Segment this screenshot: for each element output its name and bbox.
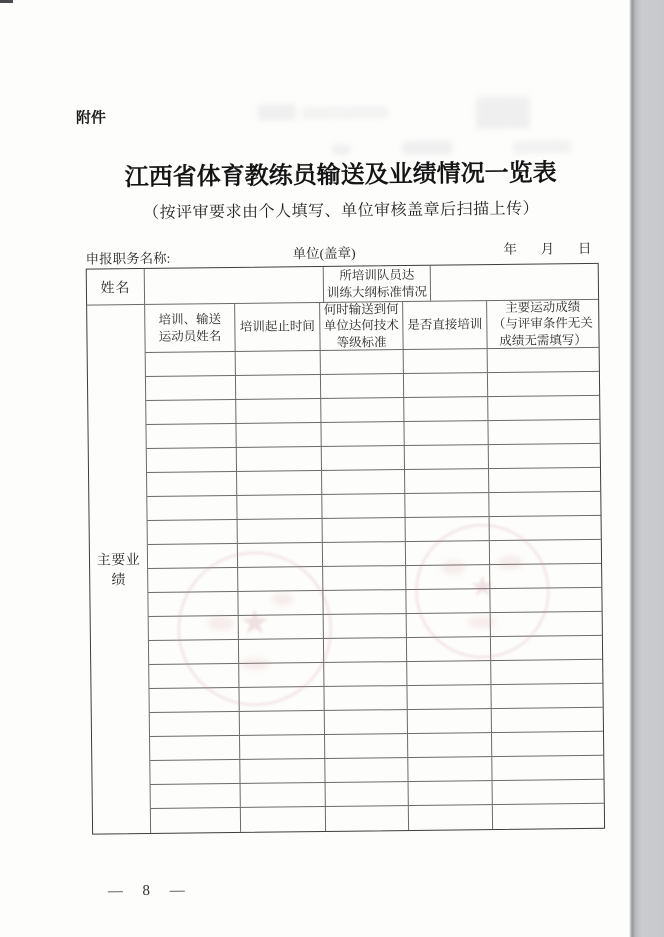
table-cell: [325, 710, 408, 734]
table-cell: [491, 612, 602, 636]
scan-artifact: [0, 0, 13, 3]
table-cell: [237, 447, 322, 471]
table-cell: [408, 709, 492, 733]
table-cell: [325, 758, 408, 782]
table-cell: [491, 636, 602, 660]
table-cell: [489, 492, 600, 516]
table-cell: [148, 592, 238, 616]
table-cell: [490, 564, 601, 588]
table-cell: [407, 685, 491, 709]
column-header-main-results: 主要运动成绩 （与评审条件无关 成绩无需填写）: [492, 299, 593, 348]
table-cell: [407, 613, 491, 637]
form-title: 江西省体育教练员输送及业绩情况一览表: [124, 160, 557, 192]
table-cell: [407, 661, 491, 685]
table-cell: [237, 471, 322, 495]
table-cell: [323, 590, 406, 614]
bleedthrough-smudge: [301, 106, 389, 119]
page-number: — 8 —: [107, 882, 193, 900]
table-cell: [239, 687, 324, 711]
table-cell: [150, 760, 240, 784]
attachment-label: 附件: [75, 109, 107, 127]
table-cell: [146, 424, 236, 448]
table-cell: [321, 398, 404, 422]
table-cell: [490, 588, 601, 612]
table-cell: [321, 350, 404, 374]
table-cell: [324, 638, 407, 662]
table-cell: [404, 397, 488, 421]
seal-star-icon: ★: [469, 569, 496, 603]
table-cell: [489, 444, 600, 468]
table-cell: [408, 733, 492, 757]
bleedthrough-smudge: [258, 104, 296, 120]
table-cell: [239, 639, 324, 663]
table-cell: [323, 542, 406, 566]
position-name-label: 申报职务名称:: [85, 250, 171, 267]
table-cell: [146, 376, 236, 400]
table-cell: [236, 399, 321, 423]
table-cell: [241, 807, 326, 832]
table-cell: [324, 662, 407, 686]
table-cell: [493, 780, 604, 804]
date-year-label: 年: [503, 241, 518, 257]
table-cell: [322, 446, 405, 470]
table-cell: [406, 541, 490, 565]
table-cell: [240, 735, 325, 759]
table-cell: [491, 660, 602, 684]
table-cell: [321, 374, 404, 398]
table-cell: [409, 781, 493, 805]
table-cell: [323, 518, 406, 542]
date-month-label: 月: [540, 241, 555, 257]
table-cell: [149, 664, 239, 688]
table-cell: [406, 589, 490, 613]
table-cell: [404, 349, 488, 373]
name-label-cell: 姓名: [87, 269, 145, 305]
table-cell: [150, 736, 240, 760]
table-cell: [492, 756, 603, 780]
table-cell: [325, 734, 408, 758]
table-cell: [405, 445, 489, 469]
table-cell: [151, 808, 241, 833]
table-cell: [239, 663, 324, 687]
table-cell: [148, 520, 238, 544]
table-cell: [146, 400, 236, 424]
table-cell: [493, 804, 604, 829]
trained-standard-value-cell: [431, 264, 598, 301]
table-cell: [324, 614, 407, 638]
table-cell: [147, 496, 237, 520]
table-cell: [238, 591, 323, 615]
table-cell: [236, 351, 321, 375]
table-cell: [238, 567, 323, 591]
scanner-edge-band: [629, 0, 664, 937]
table-cell: [148, 568, 238, 592]
seal-star-icon: ★: [239, 602, 271, 643]
table-cell: [148, 544, 238, 568]
table-cell: [490, 540, 601, 564]
table-cell: [406, 517, 490, 541]
column-header-direct-training: 是否直接培训: [403, 301, 488, 349]
form-table: [86, 263, 605, 835]
table-grid: [145, 300, 604, 833]
name-row: [87, 264, 598, 306]
table-body: [146, 348, 604, 833]
table-row: [151, 804, 604, 833]
table-cell: [240, 759, 325, 783]
table-cell: [408, 757, 492, 781]
table-cell: [236, 423, 321, 447]
table-cell: [237, 495, 322, 519]
date-labels: [503, 237, 591, 258]
table-cell: [149, 640, 239, 664]
table-cell: [239, 615, 324, 639]
table-cell: [147, 472, 237, 496]
table-cell: [407, 637, 491, 661]
table-cell: [326, 782, 409, 806]
table-cell: [238, 543, 323, 567]
table-cell: [241, 783, 326, 807]
table-cell: [240, 711, 325, 735]
table-cell: [146, 352, 236, 376]
table-cell: [321, 422, 404, 446]
table-cell: [147, 448, 237, 472]
table-cell: [406, 565, 490, 589]
trained-standard-label-cell: 所培训队员达 训练大纲标准情况: [324, 266, 431, 302]
table-cell: [490, 516, 601, 540]
table-cell: [326, 806, 409, 831]
column-header-row: [145, 300, 599, 353]
form-meta-row: [85, 237, 598, 265]
table-cell: [404, 421, 488, 445]
table-cell: [149, 688, 239, 712]
table-cell: [489, 468, 600, 492]
bleedthrough-smudge: [332, 145, 350, 155]
table-cell: [238, 519, 323, 543]
date-day-label: 日: [577, 240, 592, 257]
table-cell: [488, 348, 599, 372]
table-cell: [149, 616, 239, 640]
unit-seal-label: 单位(盖章): [292, 245, 356, 262]
table-cell: [322, 494, 405, 518]
table-cell: [409, 805, 493, 830]
table-main: [87, 300, 604, 834]
table-cell: [150, 712, 240, 736]
table-cell: [322, 470, 405, 494]
table-cell: [488, 420, 599, 444]
table-cell: [405, 493, 489, 517]
table-cell: [405, 469, 489, 493]
table-cell: [492, 708, 603, 732]
form-subtitle: （按评审要求由个人填写、单位审核盖章后扫描上传）: [142, 200, 540, 222]
table-cell: [404, 373, 488, 397]
table-cell: [492, 732, 603, 756]
table-cell: [323, 566, 406, 590]
table-cell: [488, 396, 599, 420]
achievements-label-cell: 主要业绩: [87, 305, 151, 834]
table-cell: [324, 686, 407, 710]
bleedthrough-smudge: [476, 97, 530, 130]
column-header-athlete-name: 培训、输送 运动员姓名: [145, 304, 236, 352]
table-cell: [236, 375, 321, 399]
table-cell: [488, 372, 599, 396]
column-header-transfer-level: 何时输送到何 单位达何技术 等级标准: [320, 302, 404, 350]
column-header-training-period: 培训起止时间: [235, 303, 321, 351]
table-cell: [151, 784, 241, 808]
name-value-cell: [145, 267, 324, 304]
table-cell: [491, 684, 602, 708]
